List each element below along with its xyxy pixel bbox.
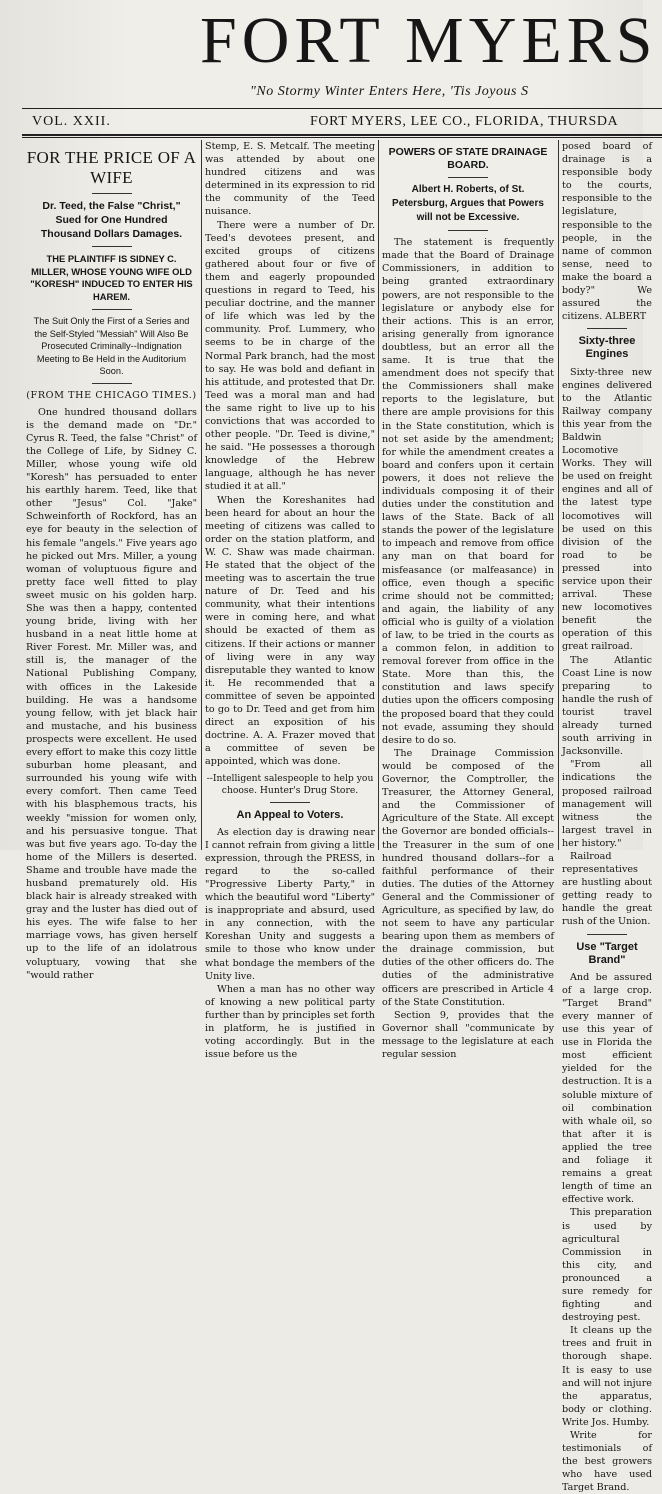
article-deck: THE PLAINTIFF IS SIDNEY C. MILLER, WHOSE YOUNG WIFE OLD "KORESH" INDUCED TO ENTER HIS HAREM.	[30, 253, 193, 302]
volume-number: VOL. XXII.	[32, 114, 111, 129]
article-paragraph: Write for testimonials of the best growers who have used Target Brand.	[562, 1430, 652, 1494]
article-paragraph: There were a number of Dr. Teed's devotees present, and excited groups of citizens gathered about four or five of them and eagerly propounded questions in regard to Teed, his peculiar doctrine, and the manner of life which was led by the community. Prof. Lummery, who seems to be in charge of the Normal Park branch, had the most to say. He was bold and defiant in his attitude, and protested that Dr. Teed was a moral man and had the same right to live up to his convictions that was accorded to other people. "Dr. Teed is divine," he said. "He possesses a thorough knowledge of the Hebrew language, although he has never studied it at all."	[205, 219, 375, 493]
article-paragraph: The Drainage Commission would be composed of the Governor, the Comptroller, the Treasurer, the Attorney General, and the Commissioner of Agriculture of the State. All except the Governor are bonded officials--the Treasurer in the sum of one hundred thousand dollars--for a faithful performance of their duties. The duties of the Attorney General and the Commissioner of Agriculture, as specified by law, do not seem to have any particular bearing upon them as members of the drainage commission, but duties of the other officers do. The duties of the administrative officers are prescribed in Article 4 of the State Constitution.	[382, 747, 554, 1008]
dateline-rule	[22, 134, 662, 136]
divider	[92, 309, 132, 310]
column-3	[382, 140, 554, 1060]
article-paragraph: This preparation is used by agricultural Commission in this city, and pronounced a sure remedy for fighting and destroying pest.	[562, 1207, 652, 1324]
article-deck: Albert H. Roberts, of St. Petersburg, Argues that Powers will not be Excessive.	[392, 184, 544, 224]
article-paragraph: When a man has no other way of knowing a new political party further than by principles set forth in platform, he is justified in voting accordingly. But in the issue before us the	[205, 983, 375, 1061]
article-paragraph: When the Koreshanites had been heard for about an hour the meeting of citizens was called to order on the station platform, and W. C. Shaw was made chairman. He stated that the object of the meeting was to ascertain the true nature of Dr. Teed and his community, what their intentions were in coming here, and what should be exacted of them as citizens. If their actions or manner of living were in any way disreputable they wanted to know it. He recommended that a committee of seven be appointed to go to Dr. Teed and get from him direct an exposition of his doctrine. A. A. Frazer moved that a committee of seven be appointed, which was done.	[205, 494, 375, 768]
article-paragraph: And be assured of a large crop. "Target Brand" every manner of use this year of use in Florida the most efficient yielded for the destruction. It is a soluble mixture of oil combination with whale oil, so that after it is applied the tree and foliage it remains a great length of time an effective work.	[562, 971, 652, 1206]
divider	[448, 230, 488, 231]
article-deck: Dr. Teed, the False "Christ," Sued for One Hundred Thousand Dollars Damages.	[40, 200, 183, 240]
article-paragraph: The statement is frequently made that the Board of Drainage Commissioners, in addition to being granted extraordinary powers, are not responsible to the legislature or anybody else for their actions. This is an error, arising generally from ignorance doubtless, but an error all the same. It is true that the amendment does not specify that the Commissioners shall make reports to the legislature, but there are ample provisions for this in the State constitution, which is not set aside by the amendment; for while the amendment creates a board and confers upon it certain powers, it does not relieve the individuals composing it of their duties under the constitution and laws of the State. Back of all stands the power of the legislature to impeach and remove from office any man on that board for misfeasance (or malfeasance) in office, even though a specific crime should not be committed; and again, the liability of any official who is guilty of a violation of law, to be tried in the courts as a common felon, in addition to removal forever from office in the State. More than this, the constitution and laws specify duties upon the officers composing the proposed board that they could not evade, assuming they should desire to do so.	[382, 237, 554, 746]
article-paragraph: Stemp, E. S. Metcalf. The meeting was attended by about one hundred citizens and was determined in its expression to rid the community of the Teed nuisance.	[205, 141, 375, 218]
article-paragraph: posed board of drainage is a responsible body to the courts, responsible to the legislature, responsible to the people, in the name of common sense, need to make the board a body?" We assured the citizens. ALBERT	[562, 141, 652, 323]
article-paragraph: As election day is drawing near I cannot refrain from giving a little expression, through the PRESS, in regard to the so-called "Progressive Liberty Party," in which the beautiful word "Liberty" is inappropriate and absurd, used in any connection, with the Koreshan Unity and suggests a smile to those who know under what bondage the members of the Unity live.	[205, 826, 375, 982]
article-paragraph: It cleans up the trees and fruit in thorough shape. It is easy to use and will not injure the apparatus, body or clothing. Write Jos. Humby.	[562, 1325, 652, 1428]
article-paragraph: "From all indications the proposed railroad management will witness the largest travel in her history."	[562, 759, 652, 849]
article-headline: Sixty-three Engines	[578, 335, 636, 361]
article-headline: POWERS OF STATE DRAINAGE BOARD.	[388, 146, 548, 172]
divider	[587, 934, 627, 935]
masthead-title: FORT MYERS	[200, 4, 658, 77]
divider	[92, 193, 132, 194]
advertisement-line: --Intelligent salespeople to help you choose. Hunter's Drug Store.	[206, 772, 374, 796]
divider	[587, 328, 627, 329]
dateline: FORT MYERS, LEE CO., FLORIDA, THURSDA	[310, 114, 619, 129]
article-paragraph: Sixty-three new engines delivered to the Atlantic Railway company this year from the Baldwin Locomotive Works. They will be used on freight engines and all of the latest type locomotives will be used on this division of the road to be pressed into service upon their arrival. These new locomotives benefit the operation of this great railroad.	[562, 366, 652, 653]
article-paragraph: Section 9, provides that the Governor shall "communicate by message to the legislature at each regular session	[382, 1009, 554, 1060]
divider	[92, 383, 132, 384]
divider	[270, 802, 310, 803]
masthead-motto: "No Stormy Winter Enters Here, 'Tis Joyous S	[250, 84, 529, 99]
article-paragraph: One hundred thousand dollars is the demand made on "Dr." Cyrus R. Teed, the false "Christ" of the College of Life, by Sidney C. Miller, whose young wife old "Koresh" has persuaded to enter his earthly harem. Teed, like that other "Jesus" Col. "Jake" Schweinforth of Rockford, has an eye for beauty in the selection of his female "angels." Five years ago he picked out Mrs. Miller, a young woman of voluptuous figure and pretty face well fitted to play sweet music on his golden harp. She was then a happy, contented young bride, living with her husband in a neat little home at River Forest. Mr. Miller was, and still is, the manager of the National Publishing Company, with offices in the Lakeside building. He was a handsome young fellow, with jet black hair and mustache, and his business prospects were excellent. He used every effort to make this cozy little suburban home pleasant, and surrounded his young wife with every comfort. Then came Teed with his blasphemous tracts, his weekly "mission for women only, and his persuasive tongue. That was but five years ago. To-day the home of the Millers is deserted. Shame and trouble have made the husband prematurely old. His black hair is already streaked with gray and the luster has died out of his eyes. The wife false to her marriage vows, has given herself up to the life of an idolatrous voluptuary, vowing that she "would rather	[26, 406, 197, 981]
divider	[92, 246, 132, 247]
article-headline: An Appeal to Voters.	[236, 808, 344, 821]
article-headline: FOR THE PRICE OF A WIFE	[26, 148, 197, 187]
dateline-rule-thin	[22, 137, 662, 138]
article-paragraph: Railroad representatives are hustling about getting ready to handle the great rush of the Union.	[562, 850, 652, 928]
article-credit: (FROM THE CHICAGO TIMES.)	[26, 389, 197, 401]
column-divider	[558, 140, 559, 850]
article-headline: Use "Target Brand"	[576, 940, 638, 966]
article-paragraph: The Atlantic Coast Line is now preparing to handle the rush of tourist travel already turned south arriving in Jacksonville.	[562, 654, 652, 758]
article-deck: The Suit Only the First of a Series and the Self-Styled "Messiah" Will Also Be Prosecuted Criminally--Indignation Meeting to Be Held in the Auditorium Soon.	[33, 316, 190, 376]
column-1	[26, 140, 197, 981]
masthead-rule	[22, 108, 662, 109]
column-4	[562, 140, 652, 1494]
column-divider	[201, 140, 202, 850]
column-divider	[378, 140, 379, 850]
divider	[448, 177, 488, 178]
column-2	[205, 140, 375, 1061]
